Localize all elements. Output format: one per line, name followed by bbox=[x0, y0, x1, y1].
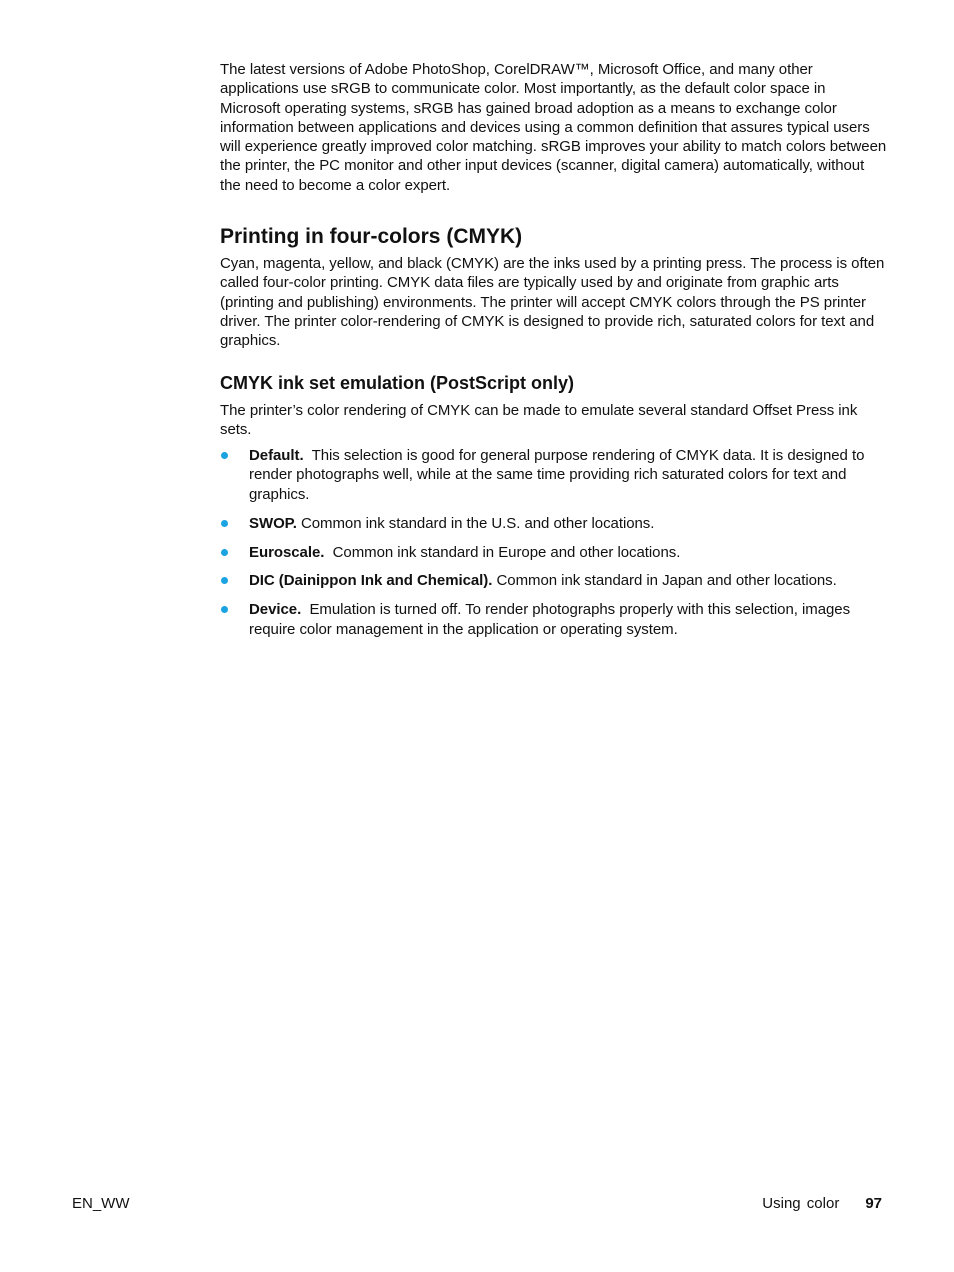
bullet-term: SWOP. bbox=[249, 514, 297, 532]
bullet-text: This selection is good for general purpose rendering of CMYK data. It is designed to render photographs well, while at the same time providing rich saturated colors for text and graphics. bbox=[249, 447, 865, 503]
bullet-term: DIC (Dainippon Ink and Chemical). bbox=[249, 572, 493, 590]
list-item bbox=[220, 600, 888, 639]
footer-locale: EN_WW bbox=[72, 1195, 130, 1212]
bullet-text: Emulation is turned off. To render photographs properly with this selection, images require color management in the application or operating system. bbox=[249, 601, 851, 638]
bullet-text: Common ink standard in Japan and other locations. bbox=[496, 572, 837, 590]
bullet-icon bbox=[221, 520, 228, 527]
page-content bbox=[220, 60, 888, 649]
bullet-icon bbox=[221, 606, 228, 613]
section-paragraph: Cyan, magenta, yellow, and black (CMYK) are the inks used by a printing press. The process is often called four-color printing. CMYK data files are typically used by and originate from graphic arts (printing and publishing) environments. The printer will accept CMYK colors through the PS printer driver. The printer color-rendering of CMYK is designed to provide rich, saturated colors for text and graphics. bbox=[220, 255, 885, 350]
bullet-icon bbox=[221, 452, 228, 459]
bullet-icon bbox=[221, 577, 228, 584]
intro-paragraph: The latest versions of Adobe PhotoShop, CorelDRAW™, Microsoft Office, and many other applications use sRGB to communicate color. Most importantly, as the default color space in Microsoft operating systems, sRGB has gained broad adoption as a means to exchange color information between applications and devices using a common definition that assures typical users will experience greatly improved color matching. sRGB improves your ability to match colors between the printer, the PC monitor and other input devices (scanner, digital camera) automatically, without the need to become a color expert. bbox=[220, 61, 887, 194]
bullet-text: Common ink standard in the U.S. and other locations. bbox=[300, 514, 655, 532]
page-number: 97 bbox=[865, 1195, 882, 1212]
bullet-icon bbox=[221, 549, 228, 556]
bullet-term: Device. bbox=[249, 601, 302, 619]
subsection-heading: CMYK ink set emulation (PostScript only) bbox=[220, 372, 575, 393]
list-item bbox=[220, 571, 888, 590]
list-item bbox=[220, 514, 888, 533]
bullet-text: Common ink standard in Europe and other locations. bbox=[332, 543, 681, 561]
list-item bbox=[220, 446, 888, 504]
page-footer bbox=[762, 1194, 882, 1213]
bullet-term: Default. bbox=[249, 447, 304, 465]
list-item bbox=[220, 543, 888, 562]
ink-set-list bbox=[220, 446, 888, 639]
subsection-paragraph: The printer’s color rendering of CMYK can be made to emulate several standard Offset Press ink sets. bbox=[220, 401, 858, 438]
section-heading: Printing in four-colors (CMYK) bbox=[220, 225, 523, 249]
footer-section-title: Using color bbox=[762, 1195, 840, 1212]
bullet-term: Euroscale. bbox=[249, 543, 325, 561]
